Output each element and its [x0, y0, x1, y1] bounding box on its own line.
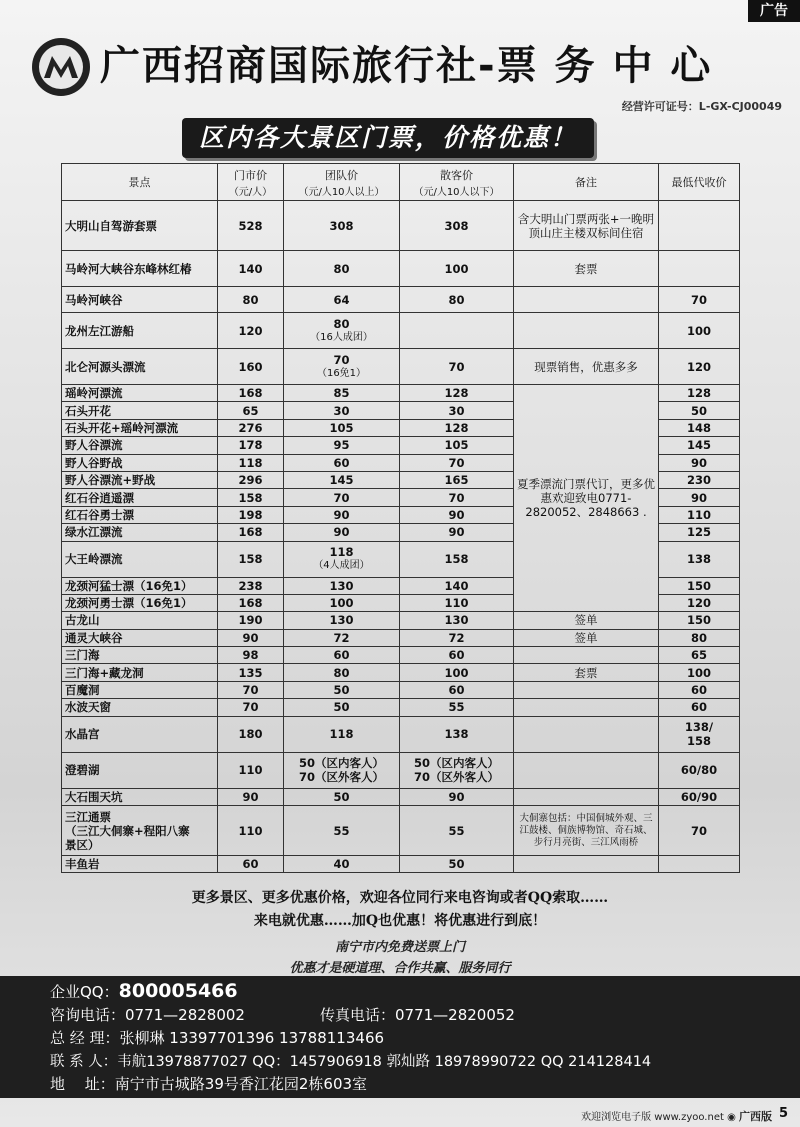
market-price: 168 [218, 385, 284, 402]
address: 地 址：南宁市古城路39号香江花园2栋603室 [50, 1075, 368, 1093]
market-price: 528 [218, 201, 284, 251]
walkin-price: 30 [400, 402, 514, 419]
spot-name: 三门海+藏龙洞 [62, 664, 218, 681]
market-price: 198 [218, 506, 284, 523]
note [514, 788, 659, 805]
enterprise-qq [50, 980, 238, 1002]
spot-name: 野人谷漂流+野战 [62, 471, 218, 488]
note [514, 699, 659, 716]
spot-name: 通灵大峡谷 [62, 629, 218, 646]
table-row [62, 681, 740, 698]
group-price: 80 [284, 251, 400, 287]
table-row [62, 856, 740, 873]
min-price: 80 [659, 629, 740, 646]
market-price: 158 [218, 541, 284, 577]
market-price: 98 [218, 647, 284, 664]
table-row [62, 612, 740, 629]
group-price: 130 [284, 612, 400, 629]
group-price: 118 [284, 716, 400, 752]
walkin-price: 90 [400, 506, 514, 523]
spot-name: 龙州左江游船 [62, 313, 218, 349]
spot-name: 马岭河峡谷 [62, 287, 218, 313]
note [514, 752, 659, 788]
spot-name: 大明山自驾游套票 [62, 201, 218, 251]
table-row [62, 313, 740, 349]
group-price: 30 [284, 402, 400, 419]
walkin-price: 60 [400, 681, 514, 698]
min-price [659, 251, 740, 287]
group-price: 50 [284, 681, 400, 698]
footer-edition: 广西版 [739, 1110, 772, 1123]
spot-name: 龙颈河猛士漂（16免1） [62, 577, 218, 594]
group-price: 90 [284, 506, 400, 523]
min-price: 138 [659, 541, 740, 577]
group-price: 70 （16免1） [284, 349, 400, 385]
contact-panel [0, 976, 800, 1098]
spot-name: 北仑河源头漂流 [62, 349, 218, 385]
min-price: 90 [659, 489, 740, 506]
qq-label: 企业QQ： [50, 983, 119, 1001]
walkin-price: 90 [400, 788, 514, 805]
promo-line-2: 来电就优惠……加Q也优惠！将优惠进行到底！ [253, 913, 547, 929]
group-price: 80 （16人成团） [284, 313, 400, 349]
walkin-price: 128 [400, 385, 514, 402]
table-row [62, 699, 740, 716]
market-price: 65 [218, 402, 284, 419]
slogan-free-delivery: 南宁市内免费送票上门 [334, 940, 465, 955]
market-price: 90 [218, 788, 284, 805]
market-price: 140 [218, 251, 284, 287]
group-price: 90 [284, 524, 400, 541]
note: 签单 [514, 629, 659, 646]
spot-name: 水波天窗 [62, 699, 218, 716]
group-price: 70 [284, 489, 400, 506]
group-price: 85 [284, 385, 400, 402]
contact-persons: 联 系 人：韦航13978877027 QQ：1457906918 郭灿路 18978990722 QQ 214128414 [50, 1054, 652, 1070]
spot-name: 丰鱼岩 [62, 856, 218, 873]
group-price: 50 [284, 699, 400, 716]
min-price: 150 [659, 612, 740, 629]
min-price: 128 [659, 385, 740, 402]
min-price [659, 856, 740, 873]
header-group-price: 团队价 （元/人10人以上） [284, 164, 400, 201]
promo-line-1: 更多景区、更多优惠价格，欢迎各位同行来电咨询或者QQ索取…… [191, 890, 609, 906]
ticket-price-table [61, 163, 740, 873]
spot-name: 大石围天坑 [62, 788, 218, 805]
market-price: 296 [218, 471, 284, 488]
walkin-price: 70 [400, 349, 514, 385]
header-note: 备注 [514, 164, 659, 201]
market-price: 168 [218, 524, 284, 541]
walkin-price: 60 [400, 647, 514, 664]
walkin-price: 50（区内客人） 70（区外客人） [400, 752, 514, 788]
table-row [62, 752, 740, 788]
spot-name: 野人谷野战 [62, 454, 218, 471]
promo-banner: 区内各大景区门票，价格优惠！ [182, 118, 594, 158]
market-price: 90 [218, 629, 284, 646]
walkin-price: 55 [400, 806, 514, 856]
market-price: 60 [218, 856, 284, 873]
market-price: 118 [218, 454, 284, 471]
market-price: 168 [218, 594, 284, 611]
group-price: 60 [284, 647, 400, 664]
group-price: 145 [284, 471, 400, 488]
spot-name: 水晶宫 [62, 716, 218, 752]
market-price: 70 [218, 681, 284, 698]
min-price: 120 [659, 349, 740, 385]
walkin-price: 70 [400, 489, 514, 506]
spot-name: 大王岭漂流 [62, 541, 218, 577]
table-row [62, 788, 740, 805]
table-row [62, 716, 740, 752]
min-price: 100 [659, 313, 740, 349]
ad-tag: 广告 [748, 0, 800, 22]
group-price: 308 [284, 201, 400, 251]
walkin-price: 90 [400, 524, 514, 541]
group-price: 64 [284, 287, 400, 313]
market-price: 178 [218, 437, 284, 454]
spot-name: 百魔洞 [62, 681, 218, 698]
spot-name: 野人谷漂流 [62, 437, 218, 454]
note: 含大明山门票两张+一晚明顶山庄主楼双标间住宿 [514, 201, 659, 251]
group-price: 60 [284, 454, 400, 471]
min-price: 110 [659, 506, 740, 523]
note [514, 716, 659, 752]
min-price: 90 [659, 454, 740, 471]
walkin-price: 100 [400, 664, 514, 681]
note [514, 856, 659, 873]
table-row [62, 349, 740, 385]
header-walkin-price: 散客价 （元/人10人以下） [400, 164, 514, 201]
table-row [62, 201, 740, 251]
footer-logo-icon: ◉ [727, 1112, 736, 1123]
market-price: 70 [218, 699, 284, 716]
qq-number: 800005466 [118, 980, 238, 1002]
min-price [659, 201, 740, 251]
market-price: 110 [218, 752, 284, 788]
group-price: 100 [284, 594, 400, 611]
table-row [62, 806, 740, 856]
spot-name: 绿水江漂流 [62, 524, 218, 541]
market-price: 276 [218, 419, 284, 436]
note: 大侗寨包括：中国侗城外观、三江鼓楼、侗族博物馆、奇石城、步行月亮街、三江风雨桥 [514, 806, 659, 856]
min-price: 150 [659, 577, 740, 594]
table-row [62, 647, 740, 664]
walkin-price: 105 [400, 437, 514, 454]
spot-name: 澄碧湖 [62, 752, 218, 788]
group-price: 50 [284, 788, 400, 805]
slogan-cooperation: 优惠才是硬道理、合作共赢、服务同行 [289, 961, 511, 976]
header-market-price: 门市价 （元/人） [218, 164, 284, 201]
min-price: 120 [659, 594, 740, 611]
group-price: 95 [284, 437, 400, 454]
min-price: 60/90 [659, 788, 740, 805]
market-price: 120 [218, 313, 284, 349]
walkin-price: 80 [400, 287, 514, 313]
min-price: 60/80 [659, 752, 740, 788]
spot-name: 马岭河大峡谷东峰林红椿 [62, 251, 218, 287]
group-price: 118 （4人成团） [284, 541, 400, 577]
walkin-price: 72 [400, 629, 514, 646]
spot-name: 龙颈河勇士漂（16免1） [62, 594, 218, 611]
note: 套票 [514, 251, 659, 287]
walkin-price: 308 [400, 201, 514, 251]
table-row [62, 385, 740, 402]
spot-name: 红石谷逍遥漂 [62, 489, 218, 506]
table-header-row [62, 164, 740, 201]
walkin-price: 130 [400, 612, 514, 629]
consult-phone: 咨询电话：0771—2828002 [50, 1006, 245, 1024]
market-price: 80 [218, 287, 284, 313]
note [514, 647, 659, 664]
note [514, 681, 659, 698]
min-price: 65 [659, 647, 740, 664]
market-price: 190 [218, 612, 284, 629]
header-min-price: 最低代收价 [659, 164, 740, 201]
walkin-price: 100 [400, 251, 514, 287]
footer-text: 欢迎浏览电子版 www.zyoo.net [581, 1112, 724, 1123]
group-price: 40 [284, 856, 400, 873]
table-row [62, 664, 740, 681]
general-manager: 总 经 理：张柳琳 13397701396 13788113466 [50, 1029, 385, 1047]
walkin-price: 110 [400, 594, 514, 611]
walkin-price: 165 [400, 471, 514, 488]
header-spot: 景点 [62, 164, 218, 201]
walkin-price: 70 [400, 454, 514, 471]
min-price: 70 [659, 287, 740, 313]
group-price: 72 [284, 629, 400, 646]
market-price: 160 [218, 349, 284, 385]
walkin-price [400, 313, 514, 349]
walkin-price: 55 [400, 699, 514, 716]
footer [581, 1108, 772, 1124]
company-logo [32, 38, 90, 96]
walkin-price: 50 [400, 856, 514, 873]
min-price: 125 [659, 524, 740, 541]
min-price: 60 [659, 681, 740, 698]
license-number: 经营许可证号：L-GX-CJ00049 [621, 100, 782, 113]
market-price: 238 [218, 577, 284, 594]
spot-name: 红石谷勇士漂 [62, 506, 218, 523]
walkin-price: 138 [400, 716, 514, 752]
market-price: 135 [218, 664, 284, 681]
note: 套票 [514, 664, 659, 681]
walkin-price: 128 [400, 419, 514, 436]
min-price: 100 [659, 664, 740, 681]
fax-number: 传真电话：0771—2820052 [320, 1006, 515, 1024]
spot-name: 石头开花 [62, 402, 218, 419]
market-price: 158 [218, 489, 284, 506]
walkin-price: 158 [400, 541, 514, 577]
min-price: 50 [659, 402, 740, 419]
table-row [62, 287, 740, 313]
spot-name: 古龙山 [62, 612, 218, 629]
market-price: 110 [218, 806, 284, 856]
min-price: 70 [659, 806, 740, 856]
min-price: 230 [659, 471, 740, 488]
min-price: 145 [659, 437, 740, 454]
note: 签单 [514, 612, 659, 629]
spot-name: 三门海 [62, 647, 218, 664]
spot-name: 瑶岭河漂流 [62, 385, 218, 402]
group-price: 130 [284, 577, 400, 594]
min-price: 138/ 158 [659, 716, 740, 752]
min-price: 148 [659, 419, 740, 436]
spot-name: 三江通票 （三江大侗寨+程阳八寨 景区） [62, 806, 218, 856]
group-price: 55 [284, 806, 400, 856]
group-price: 105 [284, 419, 400, 436]
page-number: 5 [778, 1106, 788, 1121]
market-price: 180 [218, 716, 284, 752]
company-name: 广西招商国际旅行社-票 务 中 心 [100, 43, 713, 89]
table-row [62, 629, 740, 646]
note: 现票销售，优惠多多 [514, 349, 659, 385]
note [514, 287, 659, 313]
walkin-price: 140 [400, 577, 514, 594]
min-price: 60 [659, 699, 740, 716]
summer-rafting-note: 夏季漂流门票代订，更多优惠欢迎致电0771-2820052、2848663 . [514, 385, 659, 612]
table-row [62, 251, 740, 287]
group-price: 50（区内客人） 70（区外客人） [284, 752, 400, 788]
group-price: 80 [284, 664, 400, 681]
spot-name: 石头开花+瑶岭河漂流 [62, 419, 218, 436]
note [514, 313, 659, 349]
